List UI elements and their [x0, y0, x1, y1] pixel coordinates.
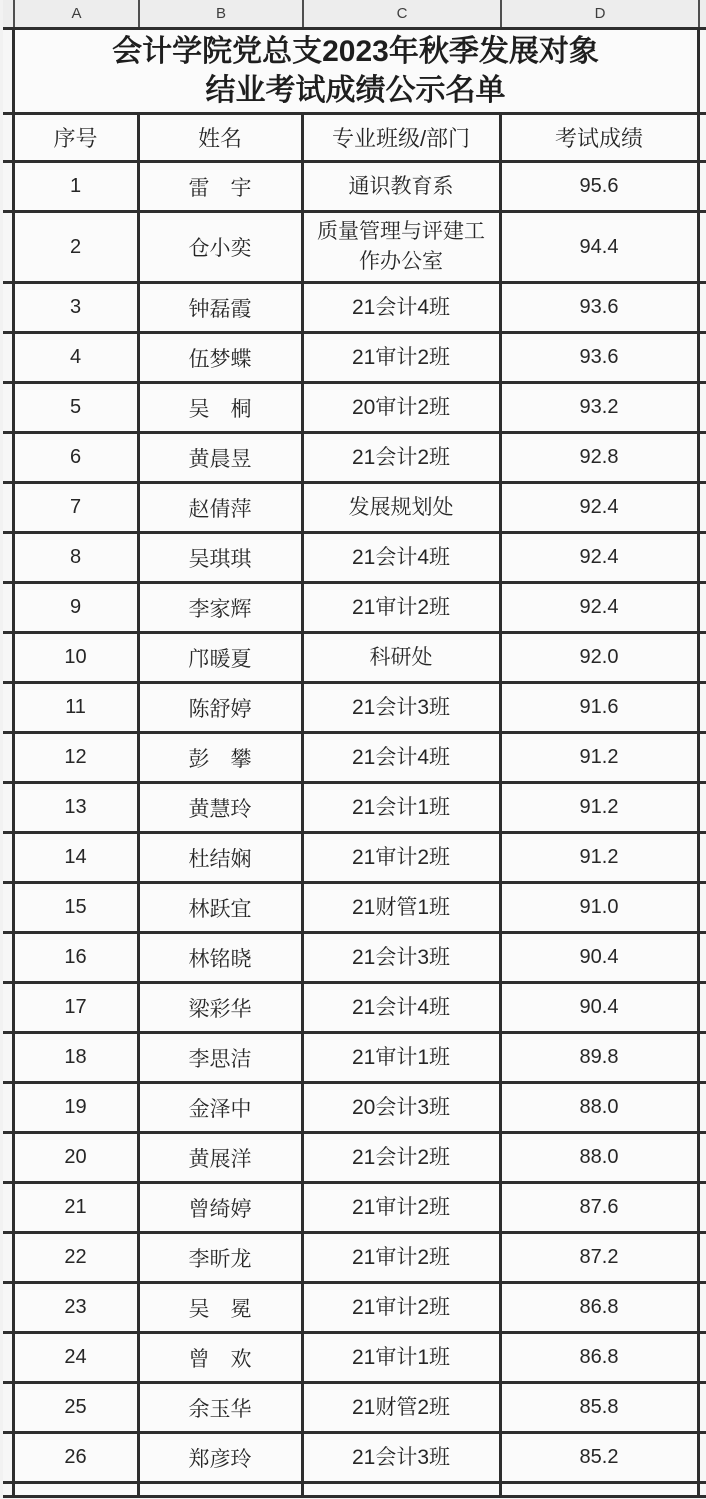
- edge-cell-left: [3, 29, 13, 114]
- name-cell[interactable]: 曾 欢: [138, 1333, 302, 1383]
- title-row: [3, 29, 706, 114]
- edge-cell-right: [698, 29, 706, 114]
- edge-cell-right: [698, 1233, 706, 1283]
- score-cell[interactable]: 94.4: [500, 212, 698, 283]
- table-row: [3, 383, 706, 433]
- row-number-cell[interactable]: 19: [13, 1083, 138, 1133]
- edge-cell-left: [3, 333, 13, 383]
- edge-cell-right: [698, 983, 706, 1033]
- row-number-cell[interactable]: 22: [13, 1233, 138, 1283]
- table-row: [3, 433, 706, 483]
- name-cell[interactable]: 雷 宇: [138, 162, 302, 212]
- score-cell[interactable]: 85.8: [500, 1383, 698, 1433]
- table-row: [3, 833, 706, 883]
- edge-cell-left: [3, 1383, 13, 1433]
- name-cell[interactable]: 钟磊霞: [138, 283, 302, 333]
- name-cell[interactable]: 金泽中: [138, 1083, 302, 1133]
- dept-cell[interactable]: 通识教育系: [302, 162, 500, 212]
- dept-cell[interactable]: 21会计4班: [302, 983, 500, 1033]
- row-number-cell[interactable]: 14: [13, 833, 138, 883]
- row-number-cell[interactable]: 10: [13, 633, 138, 683]
- edge-cell-right: [698, 114, 706, 162]
- dept-cell[interactable]: 20会计3班: [302, 1083, 500, 1133]
- name-cell[interactable]: 黄晨昱: [138, 433, 302, 483]
- score-cell[interactable]: 87.6: [500, 1183, 698, 1233]
- edge-cell-right: [698, 212, 706, 283]
- score-cell[interactable]: [500, 1483, 698, 1497]
- edge-cell-left: [3, 1083, 13, 1133]
- row-number-cell[interactable]: 17: [13, 983, 138, 1033]
- score-cell[interactable]: 91.6: [500, 683, 698, 733]
- dept-cell[interactable]: 21审计1班: [302, 1333, 500, 1383]
- name-cell[interactable]: 林铭晓: [138, 933, 302, 983]
- column-letter-sliver-right: [698, 0, 706, 27]
- partial-row: [3, 1483, 706, 1497]
- dept-cell[interactable]: 科研处: [302, 633, 500, 683]
- dept-cell[interactable]: 21审计2班: [302, 333, 500, 383]
- score-cell[interactable]: 93.6: [500, 333, 698, 383]
- score-cell[interactable]: 91.2: [500, 783, 698, 833]
- table-row: [3, 1433, 706, 1483]
- row-number-cell[interactable]: 21: [13, 1183, 138, 1233]
- name-cell[interactable]: 李昕龙: [138, 1233, 302, 1283]
- edge-cell-left: [3, 162, 13, 212]
- edge-cell-left: [3, 783, 13, 833]
- table-row: [3, 1083, 706, 1133]
- edge-cell-left: [3, 1333, 13, 1383]
- edge-cell-right: [698, 783, 706, 833]
- edge-cell-left: [3, 1033, 13, 1083]
- name-cell[interactable]: 彭 攀: [138, 733, 302, 783]
- table-row: [3, 633, 706, 683]
- row-number-cell[interactable]: [13, 1483, 138, 1497]
- table-title-line2: 结业考试成绩公示名单: [205, 74, 506, 107]
- row-number-cell[interactable]: 16: [13, 933, 138, 983]
- edge-cell-right: [698, 933, 706, 983]
- dept-cell[interactable]: 21会计3班: [302, 683, 500, 733]
- edge-cell-right: [698, 683, 706, 733]
- row-number-cell[interactable]: 6: [13, 433, 138, 483]
- dept-cell[interactable]: 21会计4班: [302, 533, 500, 583]
- edge-cell-right: [698, 433, 706, 483]
- column-letter-sliver-left: [3, 0, 13, 27]
- table-row: [3, 533, 706, 583]
- dept-cell[interactable]: 21审计2班: [302, 1283, 500, 1333]
- name-cell[interactable]: [138, 1483, 302, 1497]
- edge-cell-left: [3, 683, 13, 733]
- table-row: [3, 483, 706, 533]
- edge-cell-left: [3, 833, 13, 883]
- row-number-cell[interactable]: 11: [13, 683, 138, 733]
- dept-cell[interactable]: 20审计2班: [302, 383, 500, 433]
- score-cell[interactable]: 86.8: [500, 1283, 698, 1333]
- score-cell[interactable]: 90.4: [500, 933, 698, 983]
- edge-cell-left: [3, 533, 13, 583]
- score-cell[interactable]: 92.4: [500, 583, 698, 633]
- edge-cell-right: [698, 1083, 706, 1133]
- edge-cell-left: [3, 1433, 13, 1483]
- edge-cell-right: [698, 833, 706, 883]
- name-cell[interactable]: 梁彩华: [138, 983, 302, 1033]
- name-cell[interactable]: 黄展洋: [138, 1133, 302, 1183]
- row-number-cell[interactable]: 5: [13, 383, 138, 433]
- edge-cell-right: [698, 162, 706, 212]
- edge-cell-left: [3, 1283, 13, 1333]
- score-cell[interactable]: 91.2: [500, 733, 698, 783]
- row-number-cell[interactable]: 15: [13, 883, 138, 933]
- edge-cell-left: [3, 733, 13, 783]
- table-row: [3, 1283, 706, 1333]
- edge-cell-right: [698, 483, 706, 533]
- dept-cell[interactable]: 21财管2班: [302, 1383, 500, 1433]
- edge-cell-left: [3, 883, 13, 933]
- dept-cell[interactable]: 21会计2班: [302, 433, 500, 483]
- score-table: [3, 27, 706, 1498]
- name-cell[interactable]: 吴琪琪: [138, 533, 302, 583]
- edge-cell-right: [698, 1483, 706, 1497]
- dept-cell[interactable]: 21审计2班: [302, 1233, 500, 1283]
- row-number-cell[interactable]: 20: [13, 1133, 138, 1183]
- table-row: [3, 933, 706, 983]
- column-letter-b[interactable]: B: [138, 0, 302, 27]
- score-cell[interactable]: 95.6: [500, 162, 698, 212]
- row-number-cell[interactable]: 7: [13, 483, 138, 533]
- row-number-cell[interactable]: 3: [13, 283, 138, 333]
- row-number-cell[interactable]: 8: [13, 533, 138, 583]
- table-row: [3, 583, 706, 633]
- score-cell[interactable]: 86.8: [500, 1333, 698, 1383]
- row-number-cell[interactable]: 25: [13, 1383, 138, 1433]
- edge-cell-left: [3, 1133, 13, 1183]
- edge-cell-right: [698, 733, 706, 783]
- edge-cell-right: [698, 883, 706, 933]
- score-cell[interactable]: 93.6: [500, 283, 698, 333]
- edge-cell-left: [3, 633, 13, 683]
- dept-cell[interactable]: 21会计4班: [302, 283, 500, 333]
- edge-cell-left: [3, 433, 13, 483]
- score-cell[interactable]: 90.4: [500, 983, 698, 1033]
- column-letters-row: [3, 0, 706, 27]
- edge-cell-left: [3, 1483, 13, 1497]
- dept-cell[interactable]: 21会计3班: [302, 1433, 500, 1483]
- table-row: [3, 333, 706, 383]
- name-cell[interactable]: 赵倩萍: [138, 483, 302, 533]
- name-cell[interactable]: 李思洁: [138, 1033, 302, 1083]
- table-row: [3, 1333, 706, 1383]
- name-cell[interactable]: 余玉华: [138, 1383, 302, 1433]
- table-row: [3, 1383, 706, 1433]
- table-row: [3, 1183, 706, 1233]
- header-cell-dept[interactable]: 专业班级/部门: [302, 114, 500, 162]
- edge-cell-right: [698, 333, 706, 383]
- edge-cell-left: [3, 212, 13, 283]
- score-cell[interactable]: 91.2: [500, 833, 698, 883]
- edge-cell-right: [698, 1183, 706, 1233]
- dept-cell[interactable]: 21审计1班: [302, 1033, 500, 1083]
- name-cell[interactable]: 林跃宜: [138, 883, 302, 933]
- name-cell[interactable]: 陈舒婷: [138, 683, 302, 733]
- edge-cell-left: [3, 483, 13, 533]
- name-cell[interactable]: 黄慧玲: [138, 783, 302, 833]
- row-number-cell[interactable]: 2: [13, 212, 138, 283]
- table-row: [3, 783, 706, 833]
- table-row: [3, 212, 706, 283]
- edge-cell-left: [3, 983, 13, 1033]
- table-title-cell[interactable]: [13, 29, 698, 114]
- dept-cell[interactable]: 发展规划处: [302, 483, 500, 533]
- header-cell-no[interactable]: 序号: [13, 114, 138, 162]
- header-cell-name[interactable]: 姓名: [138, 114, 302, 162]
- table-row: [3, 1033, 706, 1083]
- dept-cell[interactable]: 21财管1班: [302, 883, 500, 933]
- dept-cell[interactable]: 21会计4班: [302, 733, 500, 783]
- edge-cell-left: [3, 1183, 13, 1233]
- dept-cell[interactable]: 21审计2班: [302, 833, 500, 883]
- name-cell[interactable]: 吴 冕: [138, 1283, 302, 1333]
- row-number-cell[interactable]: 1: [13, 162, 138, 212]
- score-cell[interactable]: 92.4: [500, 533, 698, 583]
- table-title-line1: 会计学院党总支2023年秋季发展对象: [112, 35, 599, 68]
- name-cell[interactable]: 仓小奕: [138, 212, 302, 283]
- edge-cell-right: [698, 633, 706, 683]
- edge-cell-right: [698, 533, 706, 583]
- dept-cell[interactable]: 21会计2班: [302, 1133, 500, 1183]
- dept-cell[interactable]: [302, 1483, 500, 1497]
- name-cell[interactable]: 李家辉: [138, 583, 302, 633]
- table-row: [3, 162, 706, 212]
- row-number-cell[interactable]: 23: [13, 1283, 138, 1333]
- row-number-cell[interactable]: 24: [13, 1333, 138, 1383]
- score-cell[interactable]: 87.2: [500, 1233, 698, 1283]
- name-cell[interactable]: 曾绮婷: [138, 1183, 302, 1233]
- table-row: [3, 983, 706, 1033]
- row-number-cell[interactable]: 18: [13, 1033, 138, 1083]
- edge-cell-right: [698, 383, 706, 433]
- score-cell[interactable]: 92.4: [500, 483, 698, 533]
- edge-cell-left: [3, 1233, 13, 1283]
- dept-cell[interactable]: 21审计2班: [302, 1183, 500, 1233]
- table-row: [3, 283, 706, 333]
- edge-cell-left: [3, 114, 13, 162]
- table-row: [3, 883, 706, 933]
- score-cell[interactable]: 88.0: [500, 1133, 698, 1183]
- table-row: [3, 1133, 706, 1183]
- row-number-cell[interactable]: 12: [13, 733, 138, 783]
- dept-cell[interactable]: 21会计3班: [302, 933, 500, 983]
- edge-cell-left: [3, 933, 13, 983]
- row-number-cell[interactable]: 9: [13, 583, 138, 633]
- edge-cell-right: [698, 583, 706, 633]
- score-cell[interactable]: 92.0: [500, 633, 698, 683]
- edge-cell-right: [698, 1333, 706, 1383]
- table-row: [3, 733, 706, 783]
- edge-cell-left: [3, 283, 13, 333]
- edge-cell-right: [698, 1283, 706, 1333]
- edge-cell-right: [698, 1383, 706, 1433]
- score-cell[interactable]: 91.0: [500, 883, 698, 933]
- score-cell[interactable]: 89.8: [500, 1033, 698, 1083]
- edge-cell-left: [3, 583, 13, 633]
- score-cell[interactable]: 92.8: [500, 433, 698, 483]
- score-cell[interactable]: 93.2: [500, 383, 698, 433]
- edge-cell-left: [3, 383, 13, 433]
- row-number-cell[interactable]: 4: [13, 333, 138, 383]
- name-cell[interactable]: 邝暖夏: [138, 633, 302, 683]
- name-cell[interactable]: 吴 桐: [138, 383, 302, 433]
- header-row: [3, 114, 706, 162]
- edge-cell-right: [698, 283, 706, 333]
- row-number-cell[interactable]: 26: [13, 1433, 138, 1483]
- header-cell-score[interactable]: 考试成绩: [500, 114, 698, 162]
- column-letter-d[interactable]: D: [500, 0, 698, 27]
- column-letter-a[interactable]: A: [13, 0, 138, 27]
- table-row: [3, 1233, 706, 1283]
- score-cell[interactable]: 85.2: [500, 1433, 698, 1483]
- edge-cell-right: [698, 1033, 706, 1083]
- name-cell[interactable]: 伍梦蝶: [138, 333, 302, 383]
- table-row: [3, 683, 706, 733]
- edge-cell-right: [698, 1133, 706, 1183]
- score-cell[interactable]: 88.0: [500, 1083, 698, 1133]
- dept-cell[interactable]: 质量管理与评建工作办公室: [302, 212, 500, 283]
- name-cell[interactable]: 郑彦玲: [138, 1433, 302, 1483]
- dept-cell[interactable]: 21审计2班: [302, 583, 500, 633]
- name-cell[interactable]: 杜结娴: [138, 833, 302, 883]
- column-letter-c[interactable]: C: [302, 0, 500, 27]
- edge-cell-right: [698, 1433, 706, 1483]
- dept-cell[interactable]: 21会计1班: [302, 783, 500, 833]
- row-number-cell[interactable]: 13: [13, 783, 138, 833]
